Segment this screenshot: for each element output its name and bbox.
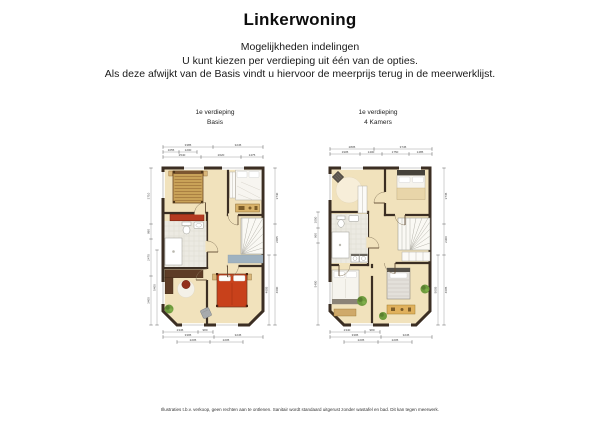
intro-text bbox=[0, 41, 600, 82]
dimensions-right bbox=[265, 168, 280, 325]
svg-text:3710: 3710 bbox=[146, 192, 151, 200]
dimensions-bottom bbox=[163, 328, 263, 344]
svg-text:960: 960 bbox=[313, 232, 318, 239]
page-title: Linkerwoning bbox=[243, 10, 357, 29]
plan-label-basis-variant: Basis bbox=[207, 118, 223, 126]
svg-text:1750: 1750 bbox=[391, 150, 399, 155]
bedroom-1 bbox=[397, 170, 425, 200]
washbasin bbox=[194, 222, 204, 229]
plan-label-basis-floor: 1e verdieping bbox=[195, 109, 235, 116]
svg-text:3745: 3745 bbox=[399, 145, 407, 150]
shower-drain bbox=[172, 250, 175, 253]
svg-text:3745: 3745 bbox=[444, 192, 448, 200]
floorplan-4kamers bbox=[299, 142, 451, 354]
svg-text:5400: 5400 bbox=[152, 284, 157, 291]
svg-text:1050: 1050 bbox=[313, 216, 318, 224]
toilet-bowl bbox=[183, 226, 190, 234]
plant bbox=[165, 305, 174, 314]
svg-text:980: 980 bbox=[202, 328, 208, 333]
dimensions-left bbox=[147, 168, 159, 325]
intro-line-2: U kunt kiezen per verdieping uit één van de opties. bbox=[182, 54, 418, 67]
svg-text:2205: 2205 bbox=[357, 338, 365, 343]
plant bbox=[379, 312, 387, 320]
svg-text:4605: 4605 bbox=[444, 286, 448, 294]
red-cabinet bbox=[170, 214, 204, 221]
shower-drain bbox=[339, 244, 341, 246]
svg-text:3385: 3385 bbox=[184, 143, 192, 148]
wooden-bed bbox=[169, 171, 207, 203]
stairs bbox=[241, 218, 263, 254]
svg-text:1055: 1055 bbox=[167, 148, 175, 153]
svg-text:1905: 1905 bbox=[341, 150, 349, 155]
svg-text:980: 980 bbox=[369, 328, 375, 333]
desk-chair bbox=[182, 280, 190, 288]
bathroom bbox=[332, 214, 369, 263]
svg-text:2065: 2065 bbox=[275, 236, 279, 243]
svg-text:1200: 1200 bbox=[184, 148, 192, 153]
plan-label-basis bbox=[140, 108, 290, 127]
plant bbox=[421, 285, 430, 294]
dimensions-top bbox=[163, 143, 263, 159]
svg-text:3245: 3245 bbox=[234, 333, 242, 338]
svg-text:2205: 2205 bbox=[189, 338, 197, 343]
plan-label-4kamers-floor: 1e verdieping bbox=[358, 109, 398, 116]
stair-cabinet bbox=[402, 252, 430, 261]
blanket bbox=[397, 188, 425, 200]
washbasin bbox=[349, 216, 359, 222]
toilet-tank bbox=[182, 222, 191, 226]
dresser bbox=[334, 309, 356, 316]
svg-text:1485: 1485 bbox=[416, 150, 424, 155]
svg-text:2205: 2205 bbox=[391, 338, 399, 343]
stair-mat bbox=[228, 255, 263, 263]
intro-line-1: Mogelijkheden indelingen bbox=[240, 41, 360, 53]
svg-text:3395: 3395 bbox=[351, 333, 359, 338]
dimensions-right bbox=[434, 168, 449, 325]
svg-text:980: 980 bbox=[146, 228, 151, 235]
svg-text:3395: 3395 bbox=[184, 333, 192, 338]
plan-label-4kamers-variant: 4 Kamers bbox=[364, 118, 392, 126]
svg-text:2540: 2540 bbox=[178, 153, 186, 158]
toilet-tank bbox=[337, 216, 345, 220]
desk bbox=[165, 270, 203, 278]
svg-text:3245: 3245 bbox=[402, 333, 410, 338]
svg-text:1400: 1400 bbox=[367, 150, 375, 155]
svg-text:4600: 4600 bbox=[275, 286, 279, 294]
svg-text:2470: 2470 bbox=[146, 254, 151, 261]
svg-text:5005: 5005 bbox=[433, 286, 438, 294]
svg-text:2345: 2345 bbox=[176, 328, 184, 333]
dimensions-top bbox=[330, 145, 432, 156]
svg-text:2300: 2300 bbox=[444, 236, 448, 243]
svg-text:3400: 3400 bbox=[146, 297, 151, 304]
disclaimer-text: Illustraties t.b.v. verkoop, geen rechten aan te ontlenen. Sanitair wordt standaard uitgerust zonder wastafel en bad. Dit kan tegen meerwerk. bbox=[160, 407, 440, 412]
svg-text:2620: 2620 bbox=[217, 153, 225, 158]
headboard bbox=[397, 170, 425, 176]
bathroom bbox=[165, 221, 207, 267]
svg-text:2205: 2205 bbox=[222, 338, 230, 343]
plan-label-4kamers bbox=[303, 108, 453, 127]
intro-line-3: Als deze afwijkt van de Basis vindt u hiervoor de meerprijs terug in de meerwerklijst. bbox=[104, 68, 496, 80]
svg-text:1475: 1475 bbox=[248, 153, 256, 158]
svg-text:2340: 2340 bbox=[343, 328, 351, 333]
svg-text:3740: 3740 bbox=[275, 192, 279, 200]
toilet-bowl bbox=[338, 220, 344, 228]
dimensions-bottom bbox=[330, 328, 432, 344]
svg-text:2805: 2805 bbox=[348, 145, 356, 150]
svg-text:4605: 4605 bbox=[264, 286, 269, 294]
plant bbox=[357, 296, 367, 306]
svg-text:3245: 3245 bbox=[234, 143, 242, 148]
svg-text:5400: 5400 bbox=[313, 280, 318, 288]
stairs bbox=[398, 218, 430, 250]
floorplan-basis bbox=[132, 142, 284, 354]
dimensions-left bbox=[314, 212, 320, 325]
